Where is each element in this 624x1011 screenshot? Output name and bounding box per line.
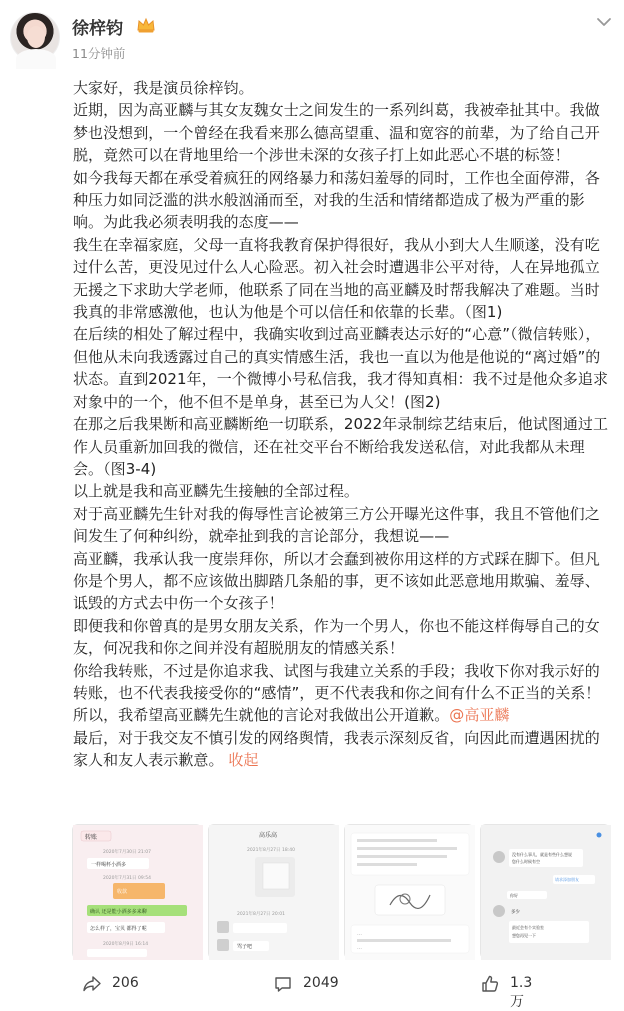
image-thumbnail-2[interactable] [208, 824, 338, 959]
comment-count: 2049 [303, 975, 339, 991]
post-paragraph: 大家好，我是演员徐梓钧。 [73, 79, 254, 97]
thumb1-line: 怎么样了，宝贝 都得了呢 [90, 926, 147, 932]
chat-screenshot-2 [209, 825, 339, 960]
chat-screenshot-3 [345, 825, 475, 960]
thumb3-line: … [357, 945, 362, 951]
thumb1-line: 2020年7月31日 09:54 [103, 876, 151, 881]
crown-icon [136, 16, 156, 34]
chat-screenshot-4 [481, 825, 611, 960]
thumb4-line: 最近会有个实验室 [512, 925, 544, 930]
mention-link[interactable]: @高亚麟 [449, 706, 510, 725]
post-content [73, 77, 613, 772]
thumb1-line: 确认 还是能小酒多多来聊 [90, 909, 147, 915]
thumb1-line: 一样喝杯小酒多 [91, 862, 127, 868]
thumb1-line: 2020年7月30日 21:07 [103, 850, 151, 855]
post-actions-bar [0, 966, 624, 1010]
thumb4-line: 想您再见一下 [512, 933, 536, 938]
post-paragraph-text: 所以，我希望高亚麟先生就他的言论对我做出公开道歉。 [73, 706, 450, 725]
thumb4-line: 您什么时候有空 [512, 859, 540, 864]
thumb4-line: 你好 [510, 893, 518, 898]
thumb1-line: 收款 [117, 889, 128, 895]
post-paragraph: 对于高亚麟先生针对我的侮辱性言论被第三方公开曝光这件事，我且不管他们之间发生了何种纠纷，就牵扯到我的言论部分，我想说—— [73, 504, 600, 546]
post-paragraph: 我生在幸福家庭，父母一直将我教育保护得很好，我从小到大人生顺遂，没有吃过什么苦，更没见过什么人心险恶。初入社会时遭遇非公平对待，人在异地孤立无援之下求助大学老师，他联系了同在当地的高亚麟及时帮我解决了难题。当时我真的非常感激他，也认为他是个可以信任和依靠的长辈。（图1) [73, 235, 600, 322]
avatar[interactable] [10, 12, 60, 62]
post-paragraph-apology [73, 704, 613, 726]
post-paragraph: 以上就是我和高亚麟先生接触的全部过程。 [73, 482, 359, 501]
thumb2-line: 骂子吧 [237, 944, 253, 950]
share-icon [82, 974, 102, 994]
post-paragraph: 在后续的相处了解过程中，我确实收到过高亚麟表达示好的“心意”（微信转账），但他从未向我透露过自己的真实情感生活，我也一直以为他是他说的“离过婚”的状态。直到2021年，一个微博小号私信我，我才得知真相：我不过是他众多追求对象中的一个，他不但不是单身，甚至已为人父！(图2) [73, 325, 609, 411]
post-timestamp: 11分钟前 [72, 46, 126, 61]
post-paragraph: 近期，因为高亚麟与其女友魏女士之间发生的一系列纠葛，我被牵扯其中。我做梦也没想到，一个曾经在我看来那么德高望重、温和宽容的前辈，为了给自己开脱，竟然可以在背地里给一个涉世未深的女孩子打上如此恶心不堪的标签！ [73, 101, 600, 165]
post-paragraph-final [73, 727, 613, 772]
post-paragraph: 你给我转账，不过是你追求我、试图与我建立关系的手段；我收下你对我示好的转账，也不代表我接受你的“感情”，更不代表我和你之间有什么不正当的关系！ [73, 661, 601, 702]
image-grid [72, 824, 612, 959]
thumb4-link: 请求添加朋友 [555, 877, 579, 882]
username[interactable]: 徐梓钧 [72, 19, 123, 39]
chat-screenshot-1 [73, 825, 203, 960]
post-header [0, 0, 624, 70]
thumb3-line: … [357, 931, 362, 937]
thumb2-line: 2021年8月27日 18:40 [247, 848, 295, 853]
thumb2-title: 高乐高 [259, 832, 278, 839]
like-count: 1.3万 [510, 975, 533, 1010]
thumb4-line: 多少 [511, 910, 520, 915]
chevron-down-icon[interactable] [596, 16, 612, 28]
thumb4-line: 没有什么事儿，就是有些什么想说 [512, 852, 572, 857]
post-paragraph: 如今我每天都在承受着疯狂的网络暴力和荡妇羞辱的同时，工作也全面停滞，各种压力如同泛滥的洪水般汹涌而至，对我的生活和情绪都造成了极为严重的影响。为此我必须表明我的态度—— [73, 168, 600, 232]
post-paragraph: 在那之后我果断和高亚麟断绝一切联系，2022年录制综艺结束后，他试图通过工作人员重新加回我的微信，还在社交平台不断给我发送私信，对此我都从未理会。（图3-4) [73, 415, 609, 478]
thumbs-up-icon [480, 974, 500, 994]
comment-icon [273, 974, 293, 994]
thumb1-line: 2020年8月9日 16:14 [103, 942, 149, 947]
thumb1-title: 转账 [85, 834, 98, 841]
post-paragraph-text: 最后，对于我交友不慎引发的网络舆情，我表示深刻反省，向因此而遭遇困扰的家人和友人表示歉意。 [73, 728, 600, 770]
post-paragraph: 高亚麟，我承认我一度崇拜你，所以才会蠢到被你用这样的方式踩在脚下。但凡你是个男人，都不应该做出脚踏几条船的事，更不该如此恶意地用欺骗、羞辱、诋毁的方式去中伤一个女孩子！ [73, 549, 600, 613]
image-thumbnail-1[interactable] [72, 824, 202, 959]
image-thumbnail-3[interactable] [344, 824, 474, 959]
collapse-link[interactable]: 收起 [228, 751, 259, 770]
post-paragraph: 即便我和你曾真的是男女朋友关系，作为一个男人，你也不能这样侮辱自己的女友，何况我和你之间并没有超脱朋友的情感关系！ [73, 616, 600, 658]
image-thumbnail-4[interactable] [480, 824, 610, 959]
thumb2-line: 2021年8月27日 20:01 [237, 912, 285, 917]
share-count: 206 [112, 975, 139, 991]
